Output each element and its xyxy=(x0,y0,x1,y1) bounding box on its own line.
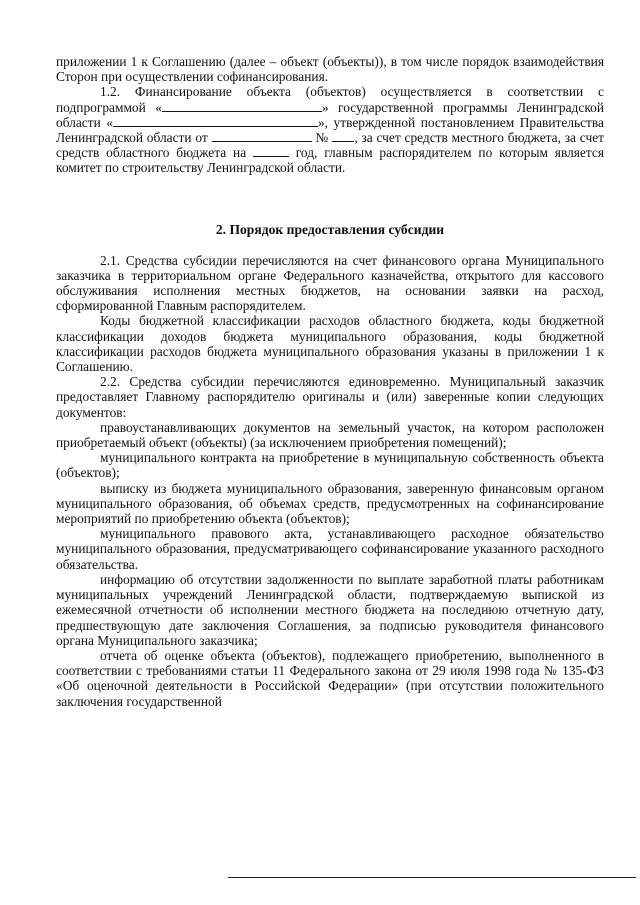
document-list-item: муниципального контракта на приобретение в муниципальную собственность объекта (объектов); xyxy=(56,450,604,481)
year-blank[interactable] xyxy=(253,146,289,157)
budget-codes-paragraph: Коды бюджетной классификации расходов областного бюджета, коды бюджетной классификации доходов бюджета муниципального образования, коды бюджетной классификации расходов бюджета муниципального образования указаны в приложении 1 к Соглашению. xyxy=(56,313,604,375)
heading-gap xyxy=(56,238,604,253)
decree-date-blank[interactable] xyxy=(212,131,312,142)
document-list-item: информацию об отсутствии задолженности по выплате заработной платы работникам муниципальных учреждений Ленинградской области, подтверждаемую выпиской из ежемесячной отчетности об исполнении местного бюджета на последнюю отчетную дату, предшествующую дате заключения Соглашения, за подписью руководителя финансового органа Муниципального заказчика; xyxy=(56,571,604,648)
clause-1-2-part5: , за счет средств местного бюджета, за счет средств областного бюджета на xyxy=(56,130,604,161)
subprogram-blank[interactable] xyxy=(162,101,322,112)
section-gap xyxy=(56,176,604,222)
section-2-heading: 2. Порядок предоставления субсидии xyxy=(215,221,445,237)
clause-1-2 xyxy=(56,84,604,175)
clause-1-2-part2: » государственной программы Ленинградской области « xyxy=(56,99,605,130)
footer-rule xyxy=(228,877,636,878)
clause-2-1: 2.1. Средства субсидии перечисляются на счет финансового органа Муниципального заказчика в территориальном органе Федерального казначейства, открытого для кассового обслуживания исполнения местных бюджетов, на основании заявки на расход, сформированной Главным распорядителем. xyxy=(56,252,604,314)
document-list-item: правоустанавливающих документов на земельный участок, на котором расположен приобретаемый объект (объекты) (за исключением приобретения помещений); xyxy=(56,419,604,451)
document-list-item: муниципального правового акта, устанавливающего расходное обязательство муниципального образования, предусматривающего софинансирование указанного расходного обязательства. xyxy=(56,526,604,572)
program-blank[interactable] xyxy=(113,116,318,127)
document-page xyxy=(56,54,604,709)
clause-1-2-part6: год, главным распорядителем по которым является комитет по строительству Ленинградской области. xyxy=(56,145,604,176)
clause-2-2: 2.2. Средства субсидии перечисляются единовременно. Муниципальный заказчик предоставляет Главному распорядителю оригиналы и (или) заверенные копии следующих документов: xyxy=(56,374,604,420)
document-list-item: выписку из бюджета муниципального образования, заверенную финансовым органом муниципального образования, об объемах средств, предусмотренных на софинансирование мероприятий по приобретению объекта (объектов); xyxy=(56,480,604,527)
document-list-item: отчета об оценке объекта (объектов), подлежащего приобретению, выполненного в соответствии с требованиями статьи 11 Федерального закона от 29 июля 1998 года № 135-ФЗ «Об оценочной деятельности в Российской Федерации» (при отсутствии положительного заключения государственной xyxy=(56,647,604,709)
clause-1-2-part3: », утвержденной постановлением Правительства Ленинградской области от xyxy=(56,114,604,146)
clause-1-2-part1: 1.2. Финансирование объекта (объектов) осуществляется в соответствии с подпрограммой « xyxy=(56,84,604,115)
decree-number-blank[interactable] xyxy=(332,131,354,142)
intro-paragraph: приложении 1 к Соглашению (далее – объект (объекты)), в том числе порядок взаимодействия Сторон при осуществлении софинансирования. xyxy=(56,54,604,85)
clause-1-2-part4: № xyxy=(311,130,333,146)
